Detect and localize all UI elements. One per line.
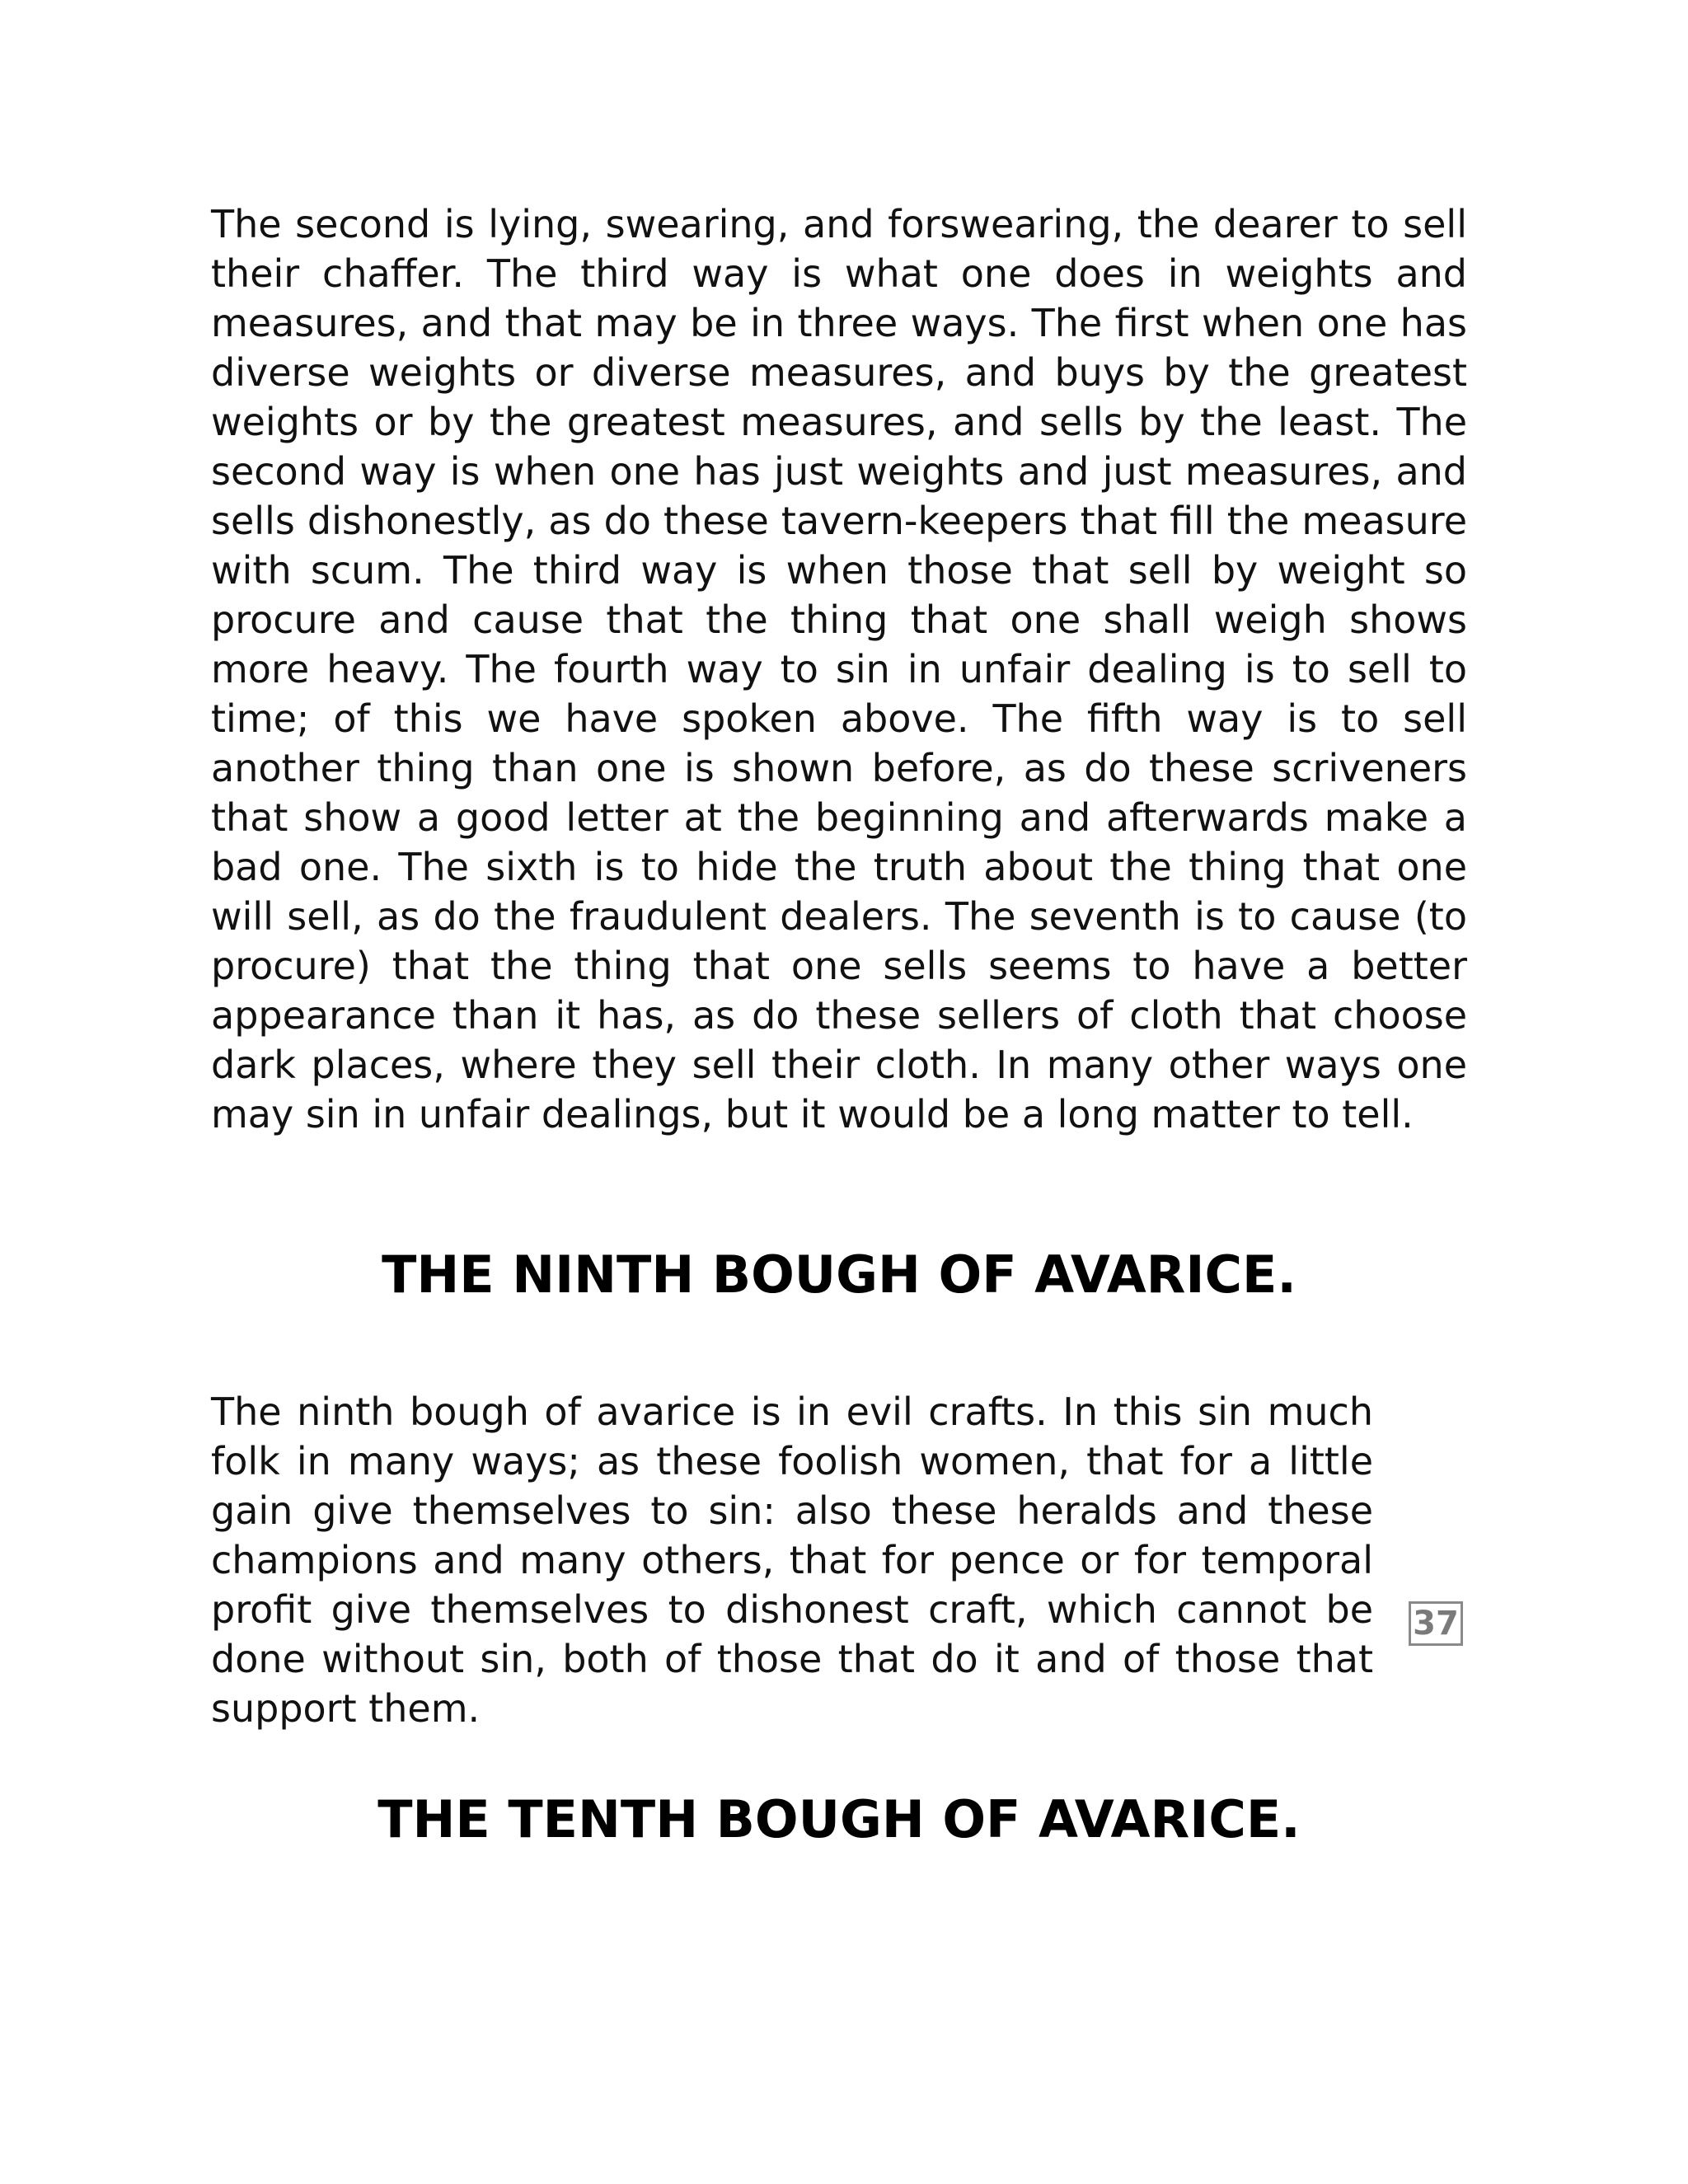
body-paragraph: The second is lying, swearing, and forswearing, the dearer to sell their chaffer. The third way is what one does in weights and measures, and that may be in three ways. The first when one has diverse weights or diverse measures, and buys by the greatest weights or by the greatest measures, and sells by the least. The second way is when one has just weights and just measures, and sells dishonestly, as do these tavern-keepers that fill the measure with scum. The third way is when those that sell by weight so procure and cause that the thing that one shall weigh shows more heavy. The fourth way to sin in unfair dealing is to sell to time; of this we have spoken above. The fifth way is to sell another thing than one is shown before, as do these scriveners that show a good letter at the beginning and afterwards make a bad one. The sixth is to hide the truth about the thing that one will sell, as do the fraudulent dealers. The seventh is to cause (to procure) that the thing that one sells seems to have a better appearance than it has, as do these sellers of cloth that choose dark places, where they sell their cloth. In many other ways one may sin in unfair dealings, but it would be a long matter to tell. (211, 202, 1467, 1137)
page-number: 37 (1409, 1601, 1463, 1646)
body-paragraph: The ninth bough of avarice is in evil crafts. In this sin much folk in many ways; as these foolish women, that for a little gain give themselves to sin: also these heralds and these champions and many others, that for pence or for temporal profit give themselves to dishonest craft, which cannot be done without sin, both of those that do it and of those that support them. (211, 1390, 1373, 1731)
section-heading: THE TENTH BOUGH OF AVARICE. (377, 1789, 1301, 1849)
section-heading: THE NINTH BOUGH OF AVARICE. (382, 1244, 1296, 1305)
